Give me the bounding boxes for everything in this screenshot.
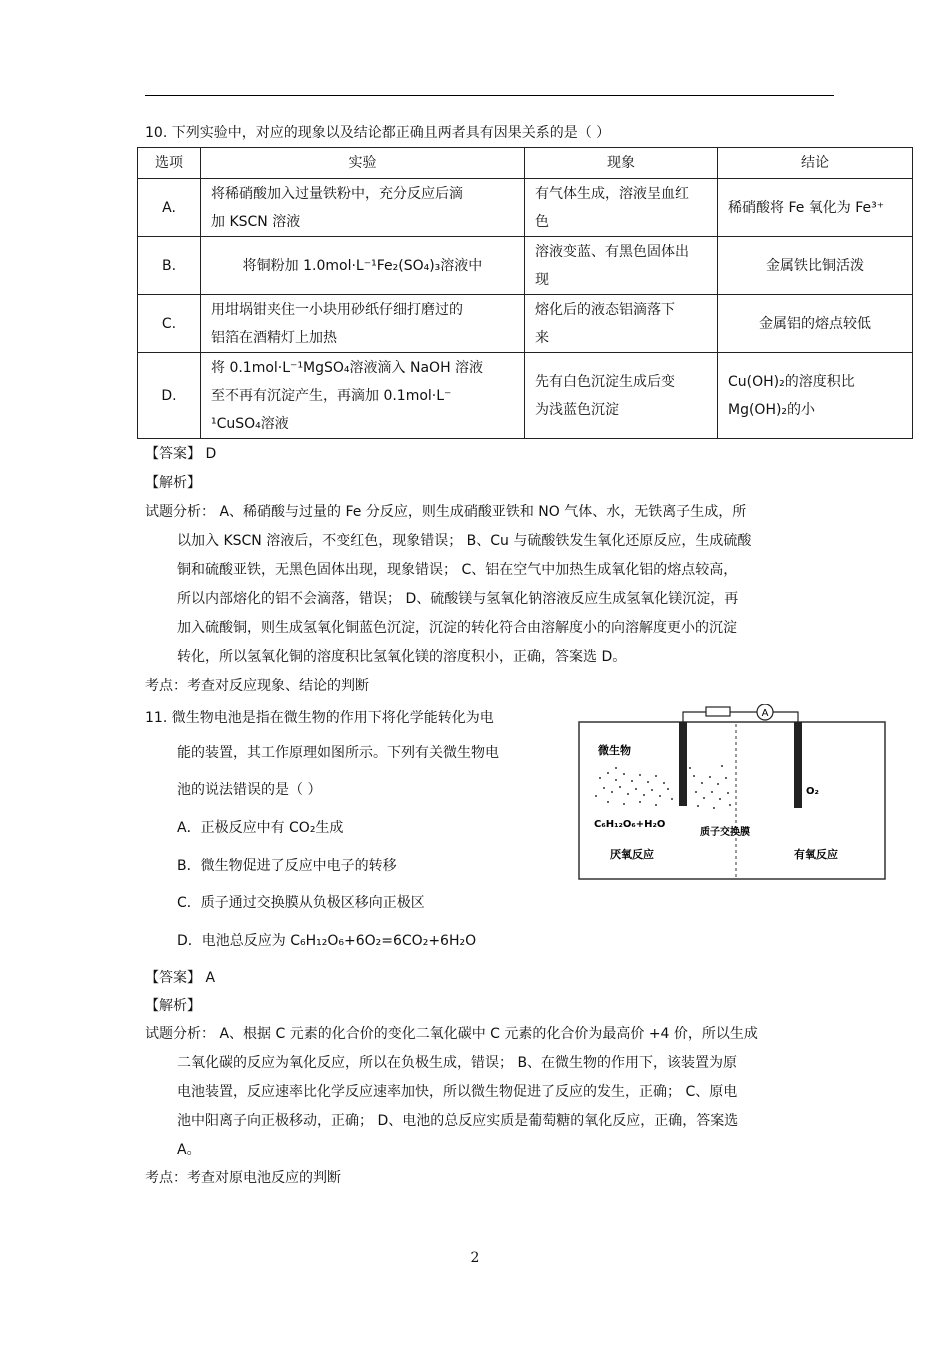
q11-option-d: D．电池总反应为 C₆H₁₂O₆+6O₂=6CO₂+6H₂O	[177, 933, 477, 949]
oxygen-label: O₂	[806, 786, 819, 797]
row-conclusion: Cu(OH)₂的溶度积比 Mg(OH)₂的小	[718, 353, 913, 439]
cathode-electrode	[794, 722, 802, 808]
anaerobic-label: 厌氧反应	[610, 848, 654, 861]
table-row	[138, 179, 913, 237]
q11-analysis-line: 池中阳离子向正极移动，正确； D、电池的总反应实质是葡萄糖的氧化反应，正确，答案选	[177, 1113, 739, 1129]
row-phenomenon: 有气体生成，溶液呈血红 色	[525, 179, 718, 237]
q11-analysis-label: 【解析】	[145, 998, 201, 1014]
header-experiment: 实验	[201, 148, 525, 179]
row-phenomenon: 先有白色沉淀生成后变 为浅蓝色沉淀	[525, 353, 718, 439]
q11-stem-line: 能的装置，其工作原理如图所示。下列有关微生物电	[177, 745, 499, 761]
q10-stem: 10. 下列实验中，对应的现象以及结论都正确且两者具有因果关系的是（ ）	[145, 125, 611, 141]
resistor	[706, 707, 730, 716]
row-option: A.	[138, 179, 201, 237]
glucose-label: C₆H₁₂O₆+H₂O	[594, 819, 666, 830]
row-experiment: 将稀硝酸加入过量铁粉中，充分反应后滴 加 KSCN 溶液	[201, 179, 525, 237]
q11-analysis-line: 二氧化碳的反应为氧化反应，所以在负极生成，错误； B、在微生物的作用下，该装置为原	[177, 1055, 738, 1071]
header-conclusion: 结论	[718, 148, 913, 179]
header-option: 选项	[138, 148, 201, 179]
membrane-label: 质子交换膜	[700, 827, 750, 838]
table-row	[138, 353, 913, 439]
q11-analysis-line: A。	[177, 1142, 201, 1158]
anode-electrode	[679, 722, 687, 806]
q10-analysis-line: 转化，所以氢氧化铜的溶度积比氢氧化镁的溶度积小，正确，答案选 D。	[177, 649, 627, 665]
table-row	[138, 295, 913, 353]
q11-stem-line: 池的说法错误的是（ ）	[177, 782, 322, 798]
q10-answer: 【答案】 D	[145, 446, 217, 462]
q11-analysis-line: 电池装置，反应速率比化学反应速率加快，所以微生物促进了反应的发生，正确； C、原电	[177, 1084, 738, 1100]
table-header-row	[138, 148, 913, 179]
q10-analysis-line: 所以内部熔化的铝不会滴落，错误； D、硫酸镁与氢氧化钠溶液反应生成氢氧化镁沉淀，再	[177, 591, 739, 607]
q10-point: 考点：考查对反应现象、结论的判断	[145, 678, 369, 694]
row-conclusion: 金属铝的熔点较低	[718, 295, 913, 353]
microbial-cell-diagram	[578, 704, 886, 880]
row-phenomenon: 溶液变蓝、有黑色固体出 现	[525, 237, 718, 295]
row-phenomenon: 熔化后的液态铝滴落下 来	[525, 295, 718, 353]
row-option: C.	[138, 295, 201, 353]
q10-analysis-line: 以加入 KSCN 溶液后，不变红色，现象错误； B、Cu 与硫酸铁发生氧化还原反应，生成硫酸	[177, 533, 752, 549]
row-experiment: 将 0.1mol·L⁻¹MgSO₄溶液滴入 NaOH 溶液 至不再有沉淀产生，再滴加 0.1mol·L⁻ ¹CuSO₄溶液	[201, 353, 525, 439]
row-experiment: 用坩埚钳夹住一小块用砂纸仔细打磨过的 铝箔在酒精灯上加热	[201, 295, 525, 353]
aerobic-label: 有氧反应	[794, 848, 838, 861]
q10-analysis-label: 【解析】	[145, 475, 201, 491]
q11-option-b: B．微生物促进了反应中电子的转移	[177, 858, 397, 874]
table-row	[138, 237, 913, 295]
q11-point: 考点：考查对原电池反应的判断	[145, 1170, 341, 1186]
ammeter-label: A	[761, 708, 769, 719]
q11-option-a: A．正极反应中有 CO₂生成	[177, 820, 344, 836]
row-experiment: 将铜粉加 1.0mol·L⁻¹Fe₂(SO₄)₃溶液中	[201, 237, 525, 295]
header-rule	[145, 95, 834, 96]
header-phenomenon: 现象	[525, 148, 718, 179]
q11-option-c: C．质子通过交换膜从负极区移向正极区	[177, 895, 425, 911]
q10-analysis-line: 加入硫酸铜，则生成氢氧化铜蓝色沉淀，沉淀的转化符合由溶解度小的向溶解度更小的沉淀	[177, 620, 737, 636]
q10-analysis-line: 试题分析： A、稀硝酸与过量的 Fe 分反应，则生成硝酸亚铁和 NO 气体、水，无铁离子生成，所	[145, 504, 747, 520]
q11-analysis-line: 试题分析： A、根据 C 元素的化合价的变化二氧化碳中 C 元素的化合价为最高价 +4 价，所以生成	[145, 1026, 758, 1042]
row-conclusion: 稀硝酸将 Fe 氧化为 Fe³⁺	[718, 179, 913, 237]
q10-analysis-line: 铜和硫酸亚铁，无黑色固体出现，现象错误； C、铝在空气中加热生成氧化铝的熔点较高，	[177, 562, 738, 578]
page-number: 2	[470, 1250, 480, 1266]
row-conclusion: 金属铁比铜活泼	[718, 237, 913, 295]
microbe-label: 微生物	[598, 744, 631, 757]
row-option: D.	[138, 353, 201, 439]
q11-answer: 【答案】 A	[145, 970, 216, 986]
q10-table	[137, 147, 913, 439]
q11-stem-line: 11. 微生物电池是指在微生物的作用下将化学能转化为电	[145, 710, 494, 726]
row-option: B.	[138, 237, 201, 295]
